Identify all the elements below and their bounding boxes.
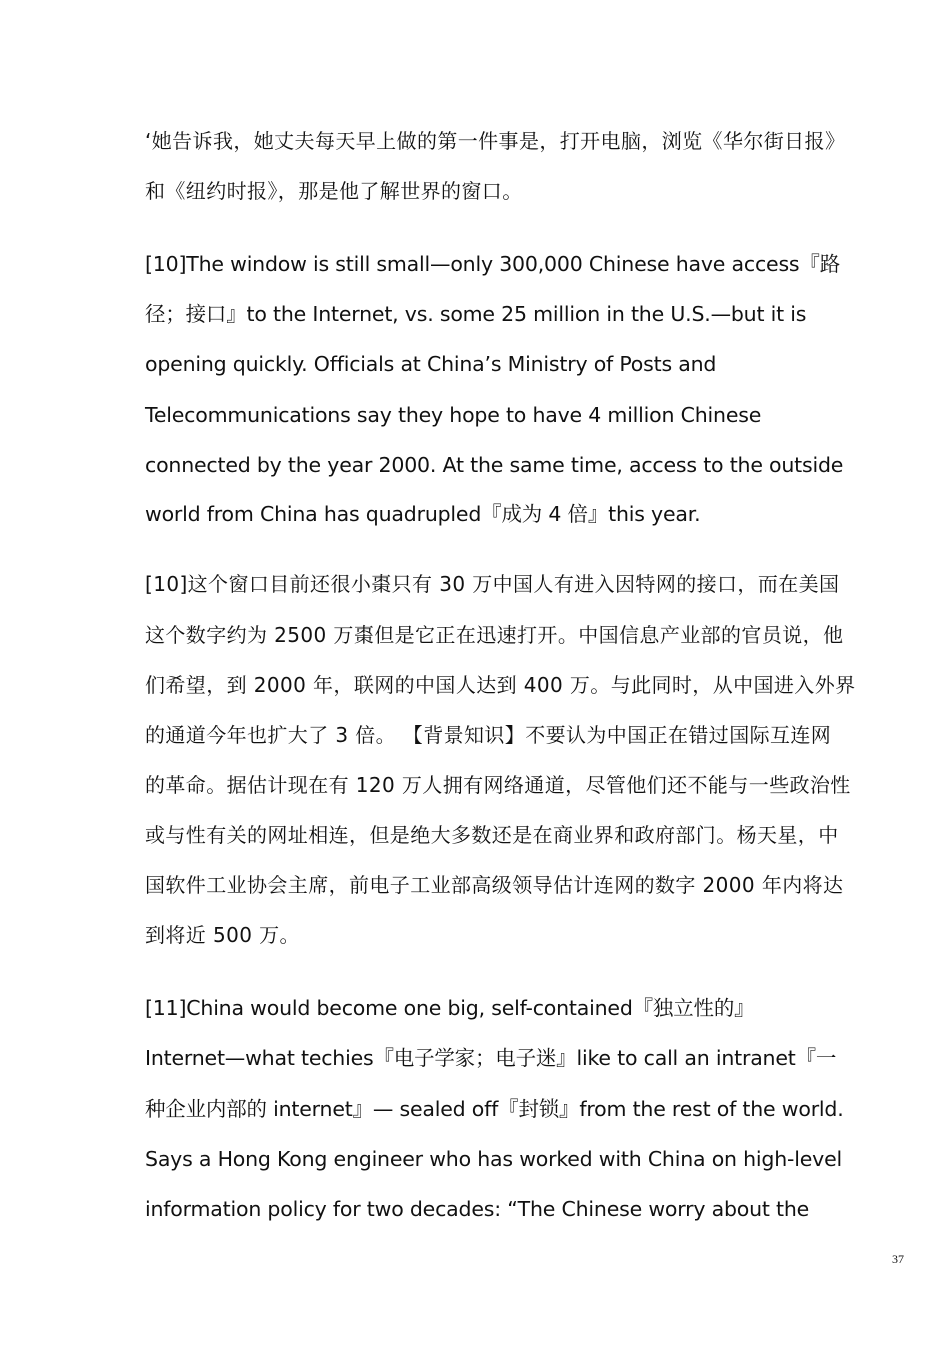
text-line: ‘她告诉我，她丈夫每天早上做的第一件事是，打开电脑，浏览《华尔街日报》 (145, 129, 846, 153)
text-line: 种企业内部的 internet』— sealed off『封锁』from the rest of the world. (145, 1097, 844, 1121)
text-line: Internet—what techies『电子学家；电子迷』like to call an intranet『一 (145, 1046, 837, 1070)
text-line: 国软件工业协会主席，前电子工业部高级领导估计连网的数字 2000 年内将达 (145, 873, 844, 897)
text-line: 的通道今年也扩大了 3 倍。 【背景知识】不要认为中国正在错过国际互连网 (145, 723, 832, 747)
text-line: 们希望，到 2000 年，联网的中国人达到 400 万。与此同时，从中国进入外界 (145, 673, 856, 697)
text-line: opening quickly. Officials at China’s Ministry of Posts and (145, 352, 717, 376)
text-line: connected by the year 2000. At the same time, access to the outside (145, 453, 844, 477)
text-line: 的革命。据估计现在有 120 万人拥有网络通道，尽管他们还不能与一些政治性 (145, 773, 851, 797)
text-line: 径；接口』to the Internet, vs. some 25 million in the U.S.—but it is (145, 302, 807, 326)
text-line: [10]The window is still small—only 300,000 Chinese have access『路 (145, 252, 841, 276)
text-line: world from China has quadrupled『成为 4 倍』this year. (145, 502, 701, 526)
text-line: 或与性有关的网址相连，但是绝大多数还是在商业界和政府部门。杨天星，中 (145, 823, 839, 847)
text-line: Says a Hong Kong engineer who has worked with China on high-level (145, 1147, 842, 1171)
text-line: 这个数字约为 2500 万棗但是它正在迅速打开。中国信息产业部的官员说，他 (145, 623, 844, 647)
text-line: [10]这个窗口目前还很小棗只有 30 万中国人有进入因特网的接口，而在美国 (145, 572, 840, 596)
text-line: 和《纽约时报》，那是他了解世界的窗口。 (145, 179, 523, 203)
text-line: 到将近 500 万。 (145, 923, 300, 947)
text-line: information policy for two decades: “The Chinese worry about the (145, 1197, 810, 1221)
text-line: Telecommunications say they hope to have 4 million Chinese (145, 403, 762, 427)
page-number: 37 (892, 1252, 904, 1266)
text-line: [11]China would become one big, self-contained『独立性的』 (145, 996, 755, 1020)
